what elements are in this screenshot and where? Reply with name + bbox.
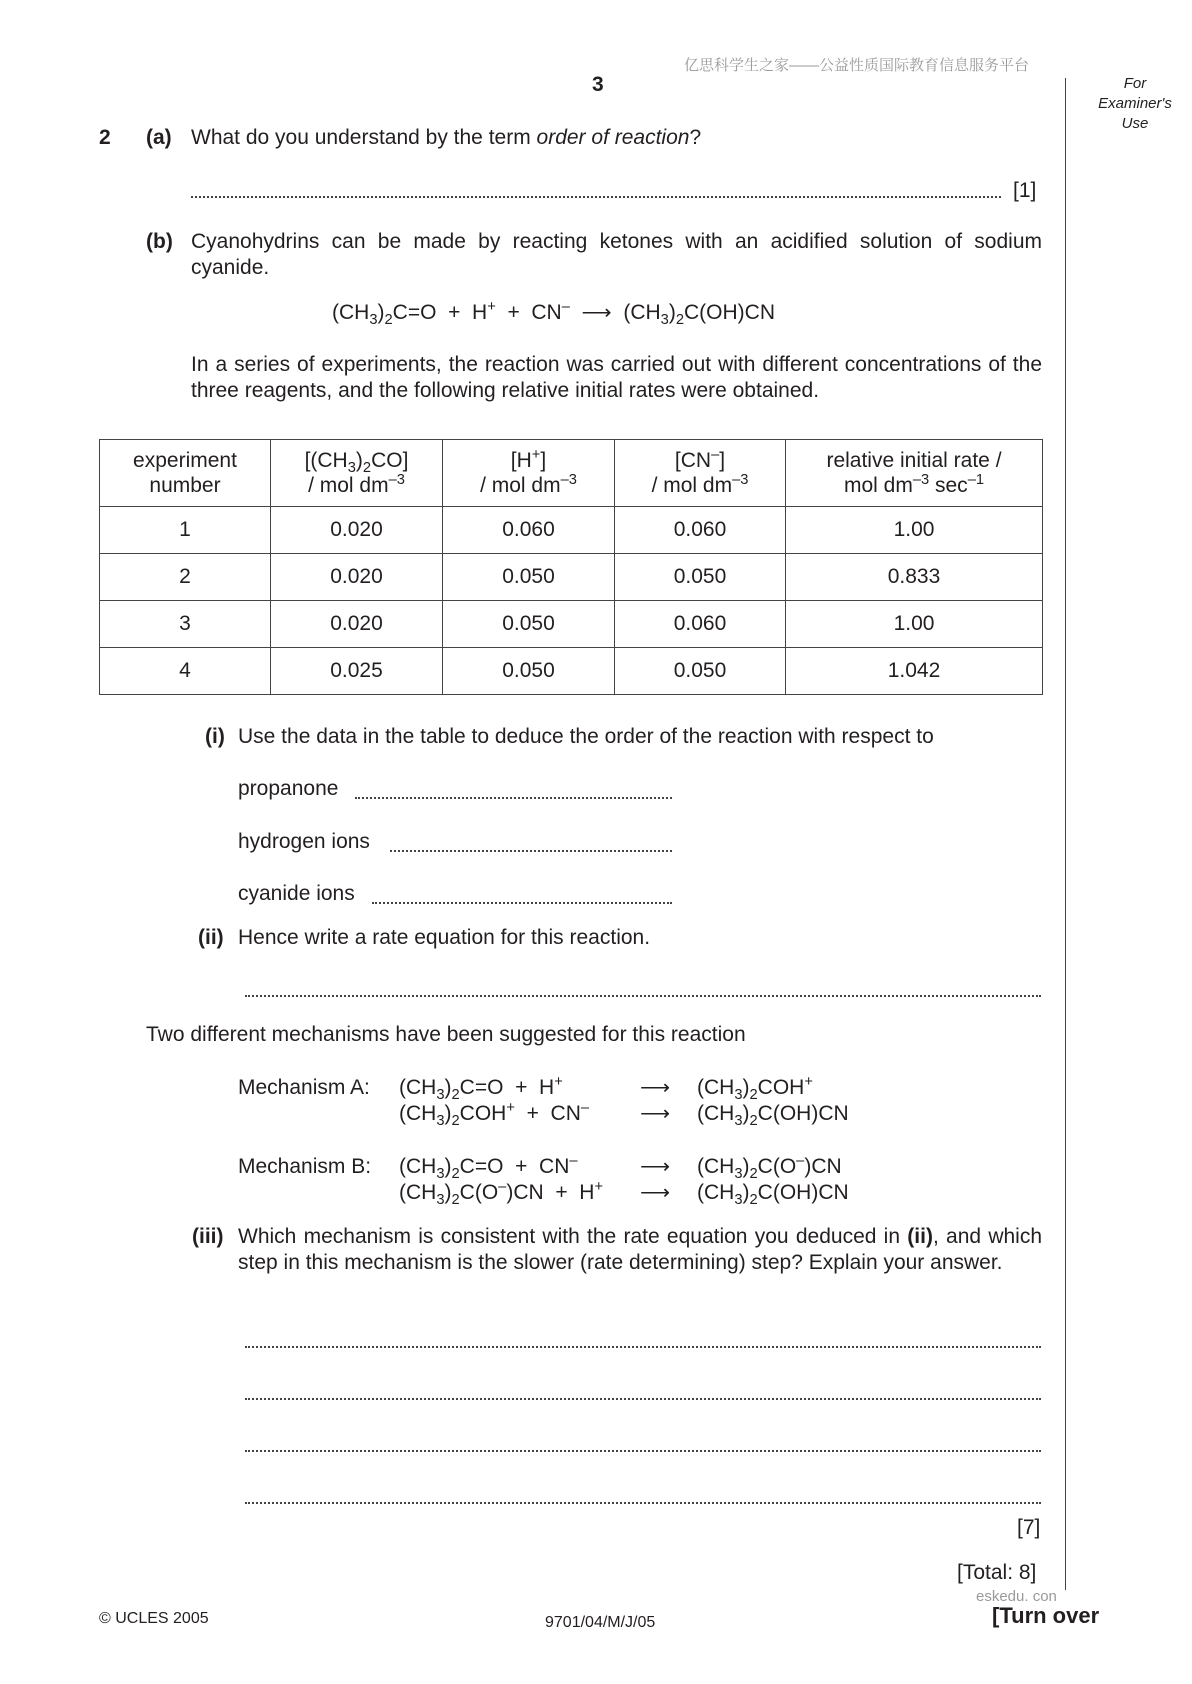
header-ketone: $[(CH_3)_2CO]$ / mol $dm^{-3}$ [271, 440, 443, 507]
cell-exp: 3 [100, 601, 271, 648]
answer-line-iii-1[interactable] [245, 1346, 1041, 1348]
arrow-icon: ⟶ [640, 1181, 671, 1204]
cell-rate: 1.042 [786, 648, 1043, 695]
header-hydrogen: [H+] / mol $dm^{-3}$ [443, 440, 615, 507]
part-b-label: (b) [146, 230, 173, 253]
mech-a-step2-left: $(CH_3)_2COH^+ + CN^-$ [399, 1100, 590, 1130]
answer-line-propanone[interactable] [355, 797, 672, 799]
cell-hydrogen: 0.050 [443, 648, 615, 695]
cell-cyanide: 0.060 [615, 507, 786, 554]
part-ii-text: Hence write a rate equation for this reaction. [238, 926, 651, 949]
table-row [100, 507, 1043, 554]
cell-cyanide: 0.050 [615, 648, 786, 695]
marks-iii: [7] [1017, 1516, 1041, 1539]
cell-hydrogen: 0.050 [443, 554, 615, 601]
mech-a-step1-right: $(CH_3)_2COH^+$ [697, 1074, 813, 1104]
mech-b-step2-left: $(CH_3)_2C(O^-)CN + H^+$ [399, 1179, 604, 1209]
table-row [100, 648, 1043, 695]
part-a-label: (a) [146, 126, 172, 149]
cell-ketone: 0.020 [271, 554, 443, 601]
total-marks: [Total: 8] [957, 1561, 1037, 1584]
header-experiment: experiment number [100, 440, 271, 507]
examiner-use-label: For Examiner's Use [1098, 75, 1172, 132]
part-iii-text: Which mechanism is consistent with the rate equation you deduced in (ii), and which step in this mechanism is the slower (rate determining) step? Explain your answer. [238, 1225, 1043, 1274]
part-i-label: (i) [205, 725, 225, 748]
header-rate: relative initial rate / mol $dm^{-3}$ $\sec^{-1}$ [786, 440, 1043, 507]
part-ii-label: (ii) [198, 926, 224, 949]
mechanism-b-label: Mechanism B: [238, 1155, 372, 1178]
propanone-label: propanone [238, 777, 339, 800]
table-header-row [100, 440, 1043, 507]
question-number: 2 [99, 126, 111, 149]
copyright: © UCLES 2005 [99, 1610, 209, 1627]
cell-cyanide: 0.050 [615, 554, 786, 601]
cell-ketone: 0.020 [271, 507, 443, 554]
mech-b-step2-right: $(CH_3)_2C(OH)CN$ [697, 1181, 849, 1209]
answer-line-iii-4[interactable] [245, 1502, 1041, 1504]
arrow-icon: ⟶ [640, 1155, 671, 1178]
answer-line-ii[interactable] [245, 995, 1041, 997]
cell-exp: 4 [100, 648, 271, 695]
cell-exp: 1 [100, 507, 271, 554]
answer-line-iii-2[interactable] [245, 1398, 1041, 1400]
mech-b-step1-right: $(CH_3)_2C(O^-)CN$ [697, 1153, 842, 1183]
mech-a-step2-right: $(CH_3)_2C(OH)CN$ [697, 1102, 849, 1130]
mech-b-step1-left: $(CH_3)_2C=O + CN^-$ [399, 1153, 578, 1183]
part-b-intro: Cyanohydrins can be made by reacting ketones with an acidified solution of sodium cyanide. [191, 230, 1042, 279]
cell-exp: 2 [100, 554, 271, 601]
cell-ketone: 0.020 [271, 601, 443, 648]
cell-ketone: 0.025 [271, 648, 443, 695]
marks-a: [1] [1013, 179, 1037, 202]
turn-over: [Turn over [992, 1603, 1100, 1628]
experiments-intro: In a series of experiments, the reaction was carried out with different concentrations of the three reagents, and the following relative initial rates were obtained. [191, 353, 1042, 402]
cell-cyanide: 0.060 [615, 601, 786, 648]
part-iii-label: (iii) [192, 1225, 224, 1248]
cell-rate: 0.833 [786, 554, 1043, 601]
cell-rate: 1.00 [786, 601, 1043, 648]
cell-hydrogen: 0.060 [443, 507, 615, 554]
arrow-icon: ⟶ [640, 1102, 671, 1125]
page-number: 3 [592, 73, 604, 96]
answer-line-hydrogen[interactable] [390, 850, 672, 852]
cell-rate: 1.00 [786, 507, 1043, 554]
watermark-bottom: eskedu. con [976, 1588, 1057, 1605]
answer-line-iii-3[interactable] [245, 1450, 1041, 1452]
paper-code: 9701/04/M/J/05 [545, 1614, 656, 1631]
table-row [100, 601, 1043, 648]
cyanide-label: cyanide ions [238, 882, 355, 905]
mechanism-a-label: Mechanism A: [238, 1076, 370, 1099]
answer-line-cyanide[interactable] [372, 902, 672, 904]
cell-hydrogen: 0.050 [443, 601, 615, 648]
arrow-icon: ⟶ [640, 1076, 671, 1099]
table-row [100, 554, 1043, 601]
hydrogen-label: hydrogen ions [238, 830, 370, 853]
watermark-top: 亿思科学生之家——公益性质国际教育信息服务平台 [684, 57, 1030, 74]
examiner-margin-line [1065, 78, 1066, 1590]
reaction-equation: $(CH_3)_2C=O + H^+ + CN^-$ ⟶ $(CH_3)_2C(OH)CN$ [332, 299, 775, 329]
header-cyanide: [CN–] / mol $dm^{-3}$ [615, 440, 786, 507]
part-a-text: What do you understand by the term order of reaction? [191, 126, 702, 149]
part-i-text: Use the data in the table to deduce the order of the reaction with respect to [238, 725, 934, 748]
mechanisms-intro: Two different mechanisms have been suggested for this reaction [146, 1023, 746, 1046]
answer-line-a[interactable] [191, 196, 1001, 198]
mech-a-step1-left: $(CH_3)_2C=O + H^+$ [399, 1074, 563, 1104]
rates-table [99, 439, 1043, 695]
